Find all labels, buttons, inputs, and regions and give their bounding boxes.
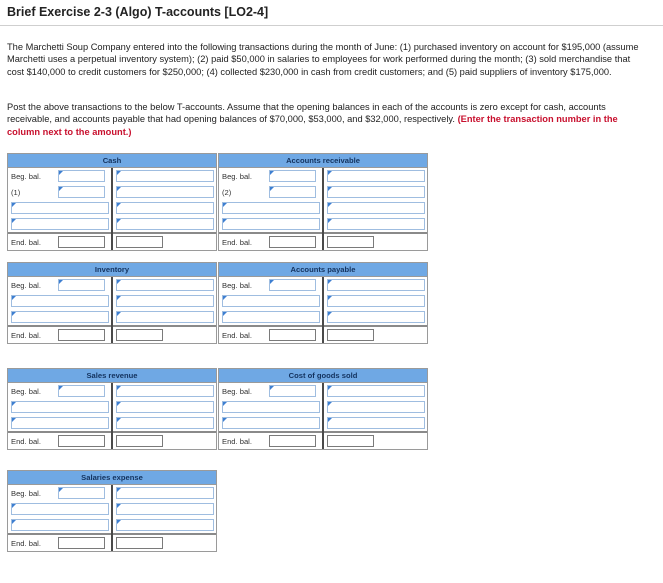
salaries-credit-input-3[interactable] (116, 519, 214, 531)
ar-end-bal-input[interactable] (269, 236, 316, 248)
beg-bal-label: Beg. bal. (11, 386, 41, 396)
beg-bal-label: Beg. bal. (222, 171, 252, 181)
sales-beg-bal-input[interactable] (58, 385, 105, 397)
end-bal-label: End. bal. (11, 330, 41, 340)
cash-credit-input-3[interactable] (116, 202, 214, 214)
t-account-cash (7, 153, 217, 251)
inventory-debit-input-2[interactable] (11, 311, 109, 323)
cash-debit-amount-input[interactable] (58, 186, 105, 198)
ar-debit-amount-input[interactable] (269, 186, 316, 198)
ap-credit-input-3[interactable] (327, 311, 425, 323)
end-bal-label: End. bal. (11, 237, 41, 247)
cogs-debit-input-2[interactable] (222, 417, 320, 429)
ar-credit-input-2[interactable] (327, 186, 425, 198)
ar-debit-ref-input-2[interactable] (222, 218, 320, 230)
cash-debit-ref-input[interactable] (11, 202, 109, 214)
sales-end-credit-input[interactable] (116, 435, 163, 447)
salaries-end-credit-input[interactable] (116, 537, 163, 549)
salaries-beg-bal-input[interactable] (58, 487, 105, 499)
inventory-debit-input[interactable] (11, 295, 109, 307)
ap-end-credit-input[interactable] (327, 329, 374, 341)
cogs-end-bal-input[interactable] (269, 435, 316, 447)
title-divider (0, 25, 663, 26)
cash-credit-input-4[interactable] (116, 218, 214, 230)
beg-bal-label: Beg. bal. (11, 280, 41, 290)
salaries-credit-input[interactable] (116, 487, 214, 499)
problem-instruction (7, 101, 647, 138)
cash-debit-ref-input-2[interactable] (11, 218, 109, 230)
end-bal-label: End. bal. (11, 538, 41, 548)
ap-end-bal-input[interactable] (269, 329, 316, 341)
t-account-sales-revenue (7, 368, 217, 450)
entry-label: (1) (11, 187, 21, 197)
beg-bal-label: Beg. bal. (11, 171, 41, 181)
ar-end-credit-input[interactable] (327, 236, 374, 248)
cogs-debit-input[interactable] (222, 401, 320, 413)
sales-credit-input-3[interactable] (116, 417, 214, 429)
ar-credit-input-3[interactable] (327, 202, 425, 214)
salaries-debit-input-2[interactable] (11, 519, 109, 531)
t-account-cost-of-goods-sold (218, 368, 428, 450)
salaries-end-bal-input[interactable] (58, 537, 105, 549)
t-account-title: Accounts payable (219, 263, 427, 277)
cogs-credit-input-2[interactable] (327, 401, 425, 413)
sales-debit-input-2[interactable] (11, 417, 109, 429)
t-account-title: Salaries expense (8, 471, 216, 485)
cogs-end-credit-input[interactable] (327, 435, 374, 447)
t-account-inventory (7, 262, 217, 344)
sales-debit-input[interactable] (11, 401, 109, 413)
cash-credit-input[interactable] (116, 170, 214, 182)
sales-credit-input-2[interactable] (116, 401, 214, 413)
t-account-accounts-receivable (218, 153, 428, 251)
end-bal-label: End. bal. (222, 330, 252, 340)
end-bal-label: End. bal. (222, 237, 252, 247)
entry-label: (2) (222, 187, 232, 197)
cash-end-bal-input[interactable] (58, 236, 105, 248)
instruction-text: Post the above transactions to the below T-accounts. Assume that the opening balances in each of the accounts is zero except for cash, accounts receivable, and accounts payable that had opening balances of $70,000, $53,000, and $32,000, respectively. (7, 102, 606, 125)
ar-debit-ref-input[interactable] (222, 202, 320, 214)
inventory-end-bal-input[interactable] (58, 329, 105, 341)
sales-end-bal-input[interactable] (58, 435, 105, 447)
salaries-credit-input-2[interactable] (116, 503, 214, 515)
beg-bal-label: Beg. bal. (222, 386, 252, 396)
inventory-credit-input-2[interactable] (116, 295, 214, 307)
cogs-credit-input[interactable] (327, 385, 425, 397)
cash-end-credit-input[interactable] (116, 236, 163, 248)
t-account-title: Cost of goods sold (219, 369, 427, 383)
instruction-emphasis: (Enter the transaction number in the column next to the amount.) (7, 114, 618, 137)
cash-credit-input-2[interactable] (116, 186, 214, 198)
t-account-title: Accounts receivable (219, 154, 427, 168)
beg-bal-label: Beg. bal. (11, 488, 41, 498)
t-account-title: Sales revenue (8, 369, 216, 383)
inventory-credit-input-3[interactable] (116, 311, 214, 323)
page-title: Brief Exercise 2-3 (Algo) T-accounts [LO2-4] (7, 5, 269, 19)
t-account-accounts-payable (218, 262, 428, 344)
problem-intro: The Marchetti Soup Company entered into the following transactions during the month of June: (1) purchased inventory on account for $195,000 (assume Marchetti uses a perpetual inventory system); (2) paid $50,000 in salaries to employees for work performed during the month; (3) sold merchandise that cost $140,000 to credit customers for $250,000; (4) collected $230,000 in cash from credit customers; and (5) paid suppliers of inventory $175,000. (7, 42, 639, 77)
cogs-beg-bal-input[interactable] (269, 385, 316, 397)
ap-debit-input[interactable] (222, 295, 320, 307)
ap-credit-input-2[interactable] (327, 295, 425, 307)
ar-credit-input[interactable] (327, 170, 425, 182)
end-bal-label: End. bal. (11, 436, 41, 446)
t-account-title: Inventory (8, 263, 216, 277)
cogs-credit-input-3[interactable] (327, 417, 425, 429)
t-account-salaries-expense (7, 470, 217, 552)
sales-credit-input[interactable] (116, 385, 214, 397)
salaries-debit-input[interactable] (11, 503, 109, 515)
ap-debit-input-2[interactable] (222, 311, 320, 323)
inventory-beg-bal-input[interactable] (58, 279, 105, 291)
t-account-title: Cash (8, 154, 216, 168)
ar-credit-input-4[interactable] (327, 218, 425, 230)
end-bal-label: End. bal. (222, 436, 252, 446)
ap-beg-bal-input[interactable] (269, 279, 316, 291)
ap-credit-input[interactable] (327, 279, 425, 291)
ar-beg-bal-input[interactable] (269, 170, 316, 182)
beg-bal-label: Beg. bal. (222, 280, 252, 290)
inventory-end-credit-input[interactable] (116, 329, 163, 341)
inventory-credit-input[interactable] (116, 279, 214, 291)
cash-beg-bal-input[interactable] (58, 170, 105, 182)
